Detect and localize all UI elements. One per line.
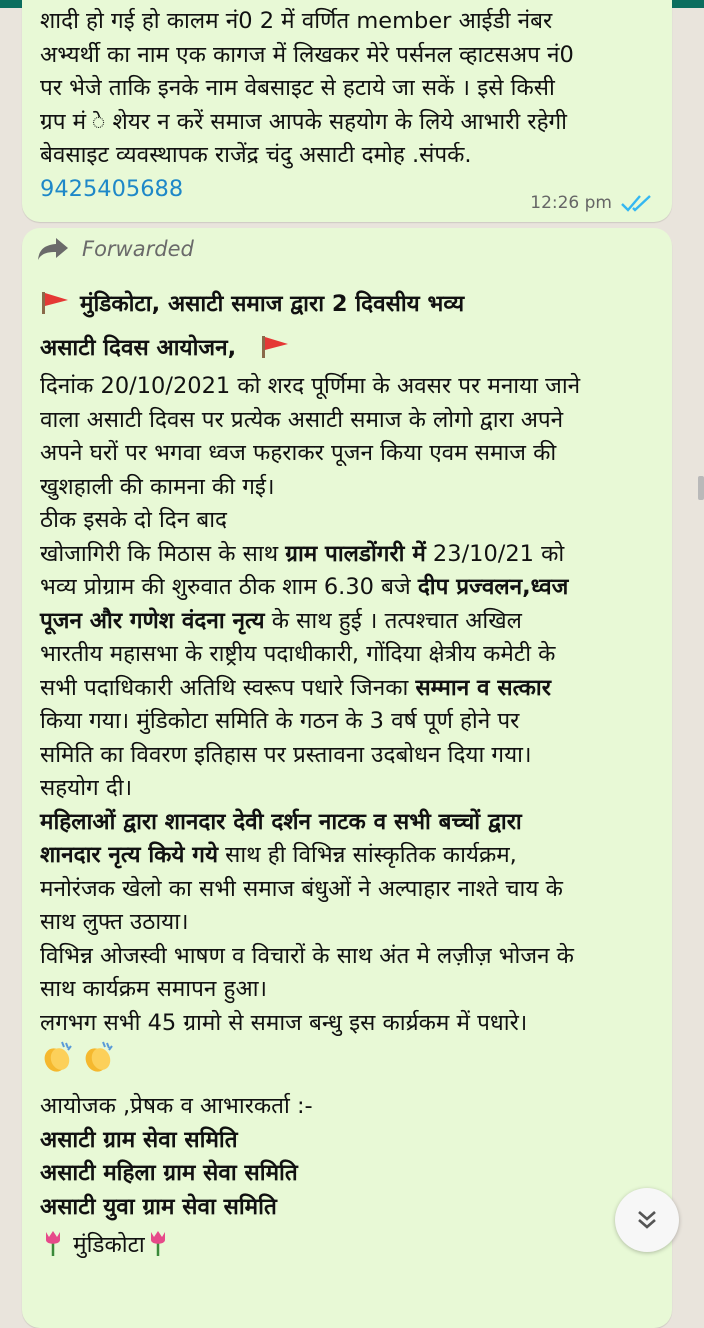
body-line (40, 839, 668, 873)
text-span: सभी पदाधिकारी अतिथि स्वरूप पधारे जिनका (40, 674, 416, 701)
title-text: मुंडिकोटा, असाटी समाज द्वारा 2 दिवसीय भव्य (80, 291, 465, 317)
red-flag-icon (40, 291, 70, 315)
body-line: सहयोग दी। (40, 775, 133, 801)
title-text: असाटी दिवस आयोजन, (40, 335, 237, 361)
body-line: लगभग सभी 45 ग्रामो से समाज बन्धु इस कार्य्रकम में पधारे। (40, 1009, 528, 1036)
bold-span: ग्राम पालडोंगरी में (285, 540, 426, 567)
body-line (40, 672, 668, 706)
body-line: अपने घरों पर भगवा ध्वज फहराकर पूजन किया एवम समाज की (40, 440, 557, 466)
bold-span: असाटी युवा ग्राम सेवा समिति (40, 1193, 277, 1220)
body-line: किया गया। मुंडिकोटा समिति के गठन के 3 वर्ष पूर्ण होने पर (40, 708, 520, 734)
phone-link[interactable]: 9425405688 (40, 175, 184, 202)
body-line: विभिन्न ओजस्वी भाषण व विचारों के साथ अंत मे लज़ीज़ भोजन के (40, 942, 574, 969)
body-line: साथ लुफ्त उठाया। (40, 909, 189, 935)
scroll-to-bottom-button[interactable] (615, 1188, 679, 1252)
body-line (40, 605, 668, 639)
bold-span: सम्मान व सत्कार (415, 674, 551, 701)
body-line (40, 571, 668, 605)
organizer-name (40, 1157, 668, 1191)
body-line: समिति का विवरण इतिहास पर प्रस्तावना उदबोधन दिया गया। (40, 741, 532, 768)
message-line: ग्रप मं े शेयर न करें समाज आपके सहयोग के लिये आभारी रहेगी (40, 108, 568, 135)
message-bubble-1[interactable] (22, 0, 672, 222)
body-line: मनोरंजक खेलो का सभी समाज बंधुओं ने अल्पाहार नाश्ते चाय के (40, 875, 563, 902)
tulip-icon (145, 1228, 171, 1258)
body-line (40, 538, 668, 572)
forward-arrow-icon (36, 236, 70, 262)
text-span: भव्य प्रोग्राम की शुरुवात ठीक शाम 6.30 बजे (40, 574, 418, 600)
red-flag-icon (260, 335, 290, 359)
place-text: मुंडिकोटा (66, 1232, 145, 1258)
body-line (40, 806, 668, 840)
bold-span: महिलाओं द्वारा शानदार देवी दर्शन नाटक व सभी बच्चों द्वारा (40, 808, 522, 835)
bold-span: पूजन और गणेश वंदना नृत्य (40, 607, 265, 634)
text-span: साथ ही विभिन्न सांस्कृतिक कार्यक्रम, (218, 842, 517, 868)
tulip-icon (40, 1228, 66, 1258)
body-line: भारतीय महासभा के राष्ट्रीय पदाधीकारी, गोंदिया क्षेत्रीय कमेटी के (40, 641, 556, 667)
bold-span: दीप प्रज्वलन,ध्वज (417, 574, 569, 600)
message-line: बेवसाइट व्यवस्थापक राजेंद्र चंदु असाटी दमोह .संपर्क. (40, 142, 472, 168)
scrollbar-handle[interactable] (698, 476, 704, 500)
message-1-text (40, 4, 660, 205)
message-2-content (40, 282, 668, 1262)
message-time: 12:26 pm (530, 193, 612, 213)
text-span: खोजागिरी कि मिठास के साथ (40, 540, 286, 567)
clapping-hands-icon (40, 1040, 74, 1074)
clap-emoji-row (40, 1040, 668, 1084)
text-span: के साथ हुई । तत्पश्चात अखिल (264, 607, 522, 634)
body-line: साथ कार्यक्रम समापन हुआ। (40, 976, 267, 1002)
message-line: अभ्यर्थी का नाम एक कागज में लिखकर मेरे पर्सनल व्हाटसअप नं0 (40, 41, 574, 68)
message-line: पर भेजे ताकि इनके नाम वेबसाइट से हटाये जा सकें । इसे किसी (40, 75, 555, 101)
footer-place-line (40, 1228, 668, 1262)
clapping-hands-icon (81, 1040, 115, 1074)
organizer-name (40, 1124, 668, 1158)
message-line: शादी हो गई हो कालम नं0 2 में वर्णित member आईडी नंबर (40, 8, 553, 34)
body-line: ठीक इसके दो दिन बाद (40, 507, 227, 533)
bold-span: असाटी महिला ग्राम सेवा समिति (40, 1160, 298, 1186)
bold-span: शानदार नृत्य किये गये (40, 842, 219, 868)
organizer-label: आयोजक ,प्रेषक व आभारकर्ता :- (40, 1093, 313, 1119)
forwarded-text: Forwarded (82, 237, 194, 261)
post-title-line-1 (40, 282, 668, 326)
forwarded-label (36, 236, 194, 262)
message-bubble-2[interactable] (22, 228, 672, 1328)
message-1-meta (530, 192, 654, 214)
bold-span: असाटी ग्राम सेवा समिति (40, 1126, 238, 1153)
organizer-name (40, 1191, 668, 1225)
body-line: वाला असाटी दिवस पर प्रत्येक असाटी समाज के लोगो द्वारा अपने (40, 406, 564, 433)
body-line: खुशहाली की कामना की गई। (40, 473, 275, 500)
text-span: 23/10/21 को (425, 540, 565, 567)
body-line: दिनांक 20/10/2021 को शरद पूर्णिमा के अवसर पर मनाया जाने (40, 373, 581, 399)
double-check-read-icon (620, 192, 654, 214)
post-title-line-2 (40, 326, 668, 370)
double-chevron-down-icon (632, 1205, 662, 1235)
